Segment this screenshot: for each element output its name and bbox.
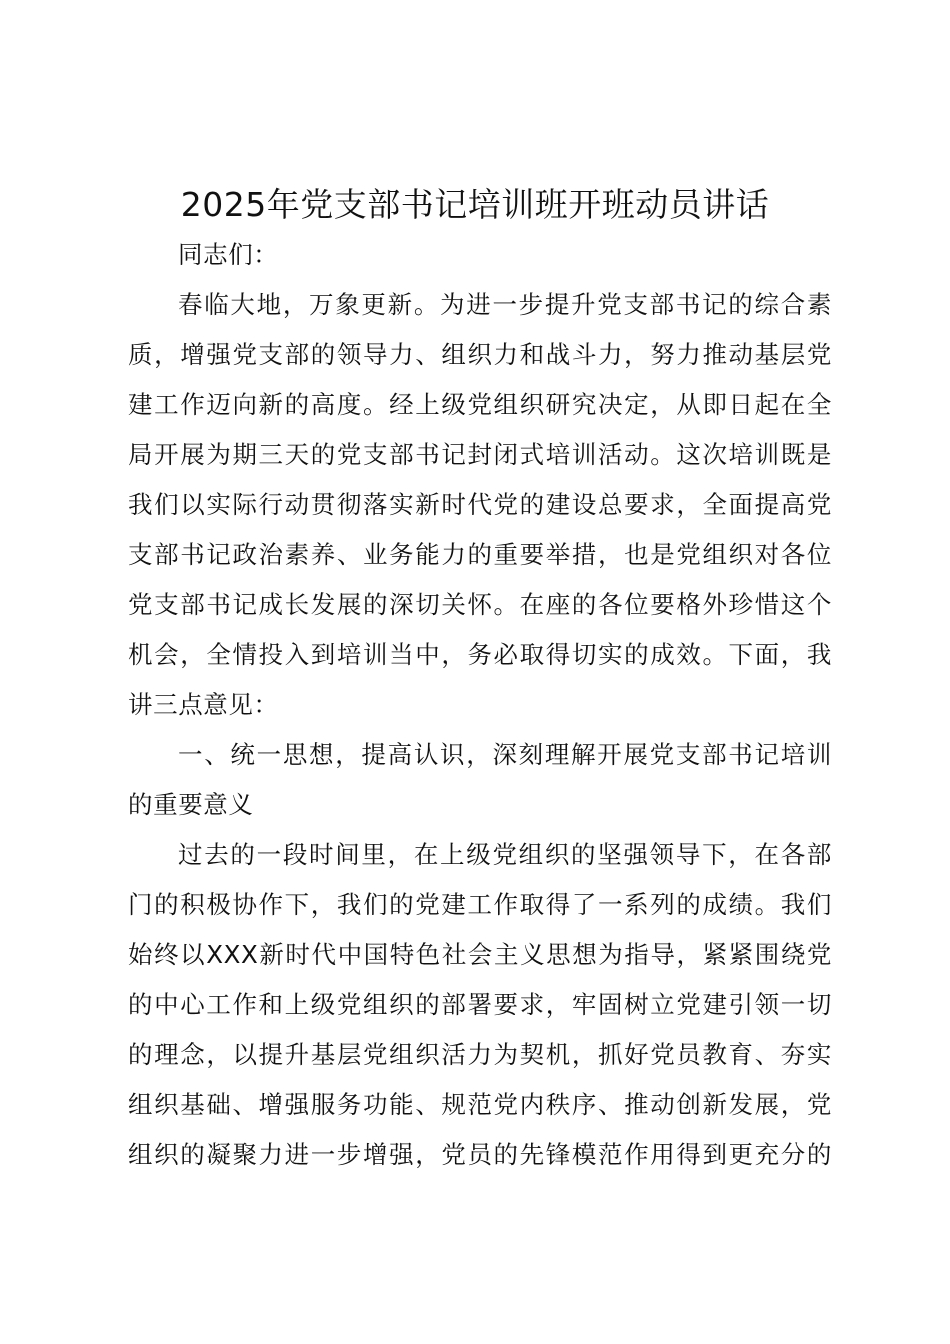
- document-title: 2025年党支部书记培训班开班动员讲话: [180, 185, 770, 224]
- paragraph-line: 建工作迈向新的高度。经上级党组织研究决定，从即日起在全: [128, 390, 832, 419]
- paragraph-line: 春临大地，万象更新。为进一步提升党支部书记的综合素: [178, 290, 832, 319]
- paragraph-line: 组织基础、增强服务功能、规范党内秩序、推动创新发展，党: [128, 1090, 832, 1119]
- paragraph-line: 局开展为期三天的党支部书记封闭式培训活动。这次培训既是: [128, 440, 832, 469]
- salutation: 同志们：: [178, 240, 279, 269]
- paragraph-line: 组织的凝聚力进一步增强，党员的先锋模范作用得到更充分的: [128, 1140, 832, 1169]
- section-heading: 的重要意义: [128, 790, 254, 819]
- paragraph-line: 的中心工作和上级党组织的部署要求，牢固树立党建引领一切: [128, 990, 832, 1019]
- paragraph-line: 过去的一段时间里，在上级党组织的坚强领导下，在各部: [178, 840, 832, 869]
- paragraph-line: 质，增强党支部的领导力、组织力和战斗力，努力推动基层党: [128, 340, 832, 369]
- paragraph-line: 的理念，以提升基层党组织活力为契机，抓好党员教育、夯实: [128, 1040, 832, 1069]
- section-heading: 一、统一思想，提高认识，深刻理解开展党支部书记培训: [178, 740, 832, 769]
- paragraph-line: 我们以实际行动贯彻落实新时代党的建设总要求，全面提高党: [128, 490, 832, 519]
- paragraph-line: 支部书记政治素养、业务能力的重要举措，也是党组织对各位: [128, 540, 832, 569]
- paragraph-line: 党支部书记成长发展的深切关怀。在座的各位要格外珍惜这个: [128, 590, 832, 619]
- paragraph-line: 讲三点意见：: [128, 690, 279, 719]
- paragraph-line: 门的积极协作下，我们的党建工作取得了一系列的成绩。我们: [128, 890, 832, 919]
- paragraph-line: 机会，全情投入到培训当中，务必取得切实的成效。下面，我: [128, 640, 832, 669]
- paragraph-line: 始终以XXX新时代中国特色社会主义思想为指导，紧紧围绕党: [128, 940, 832, 969]
